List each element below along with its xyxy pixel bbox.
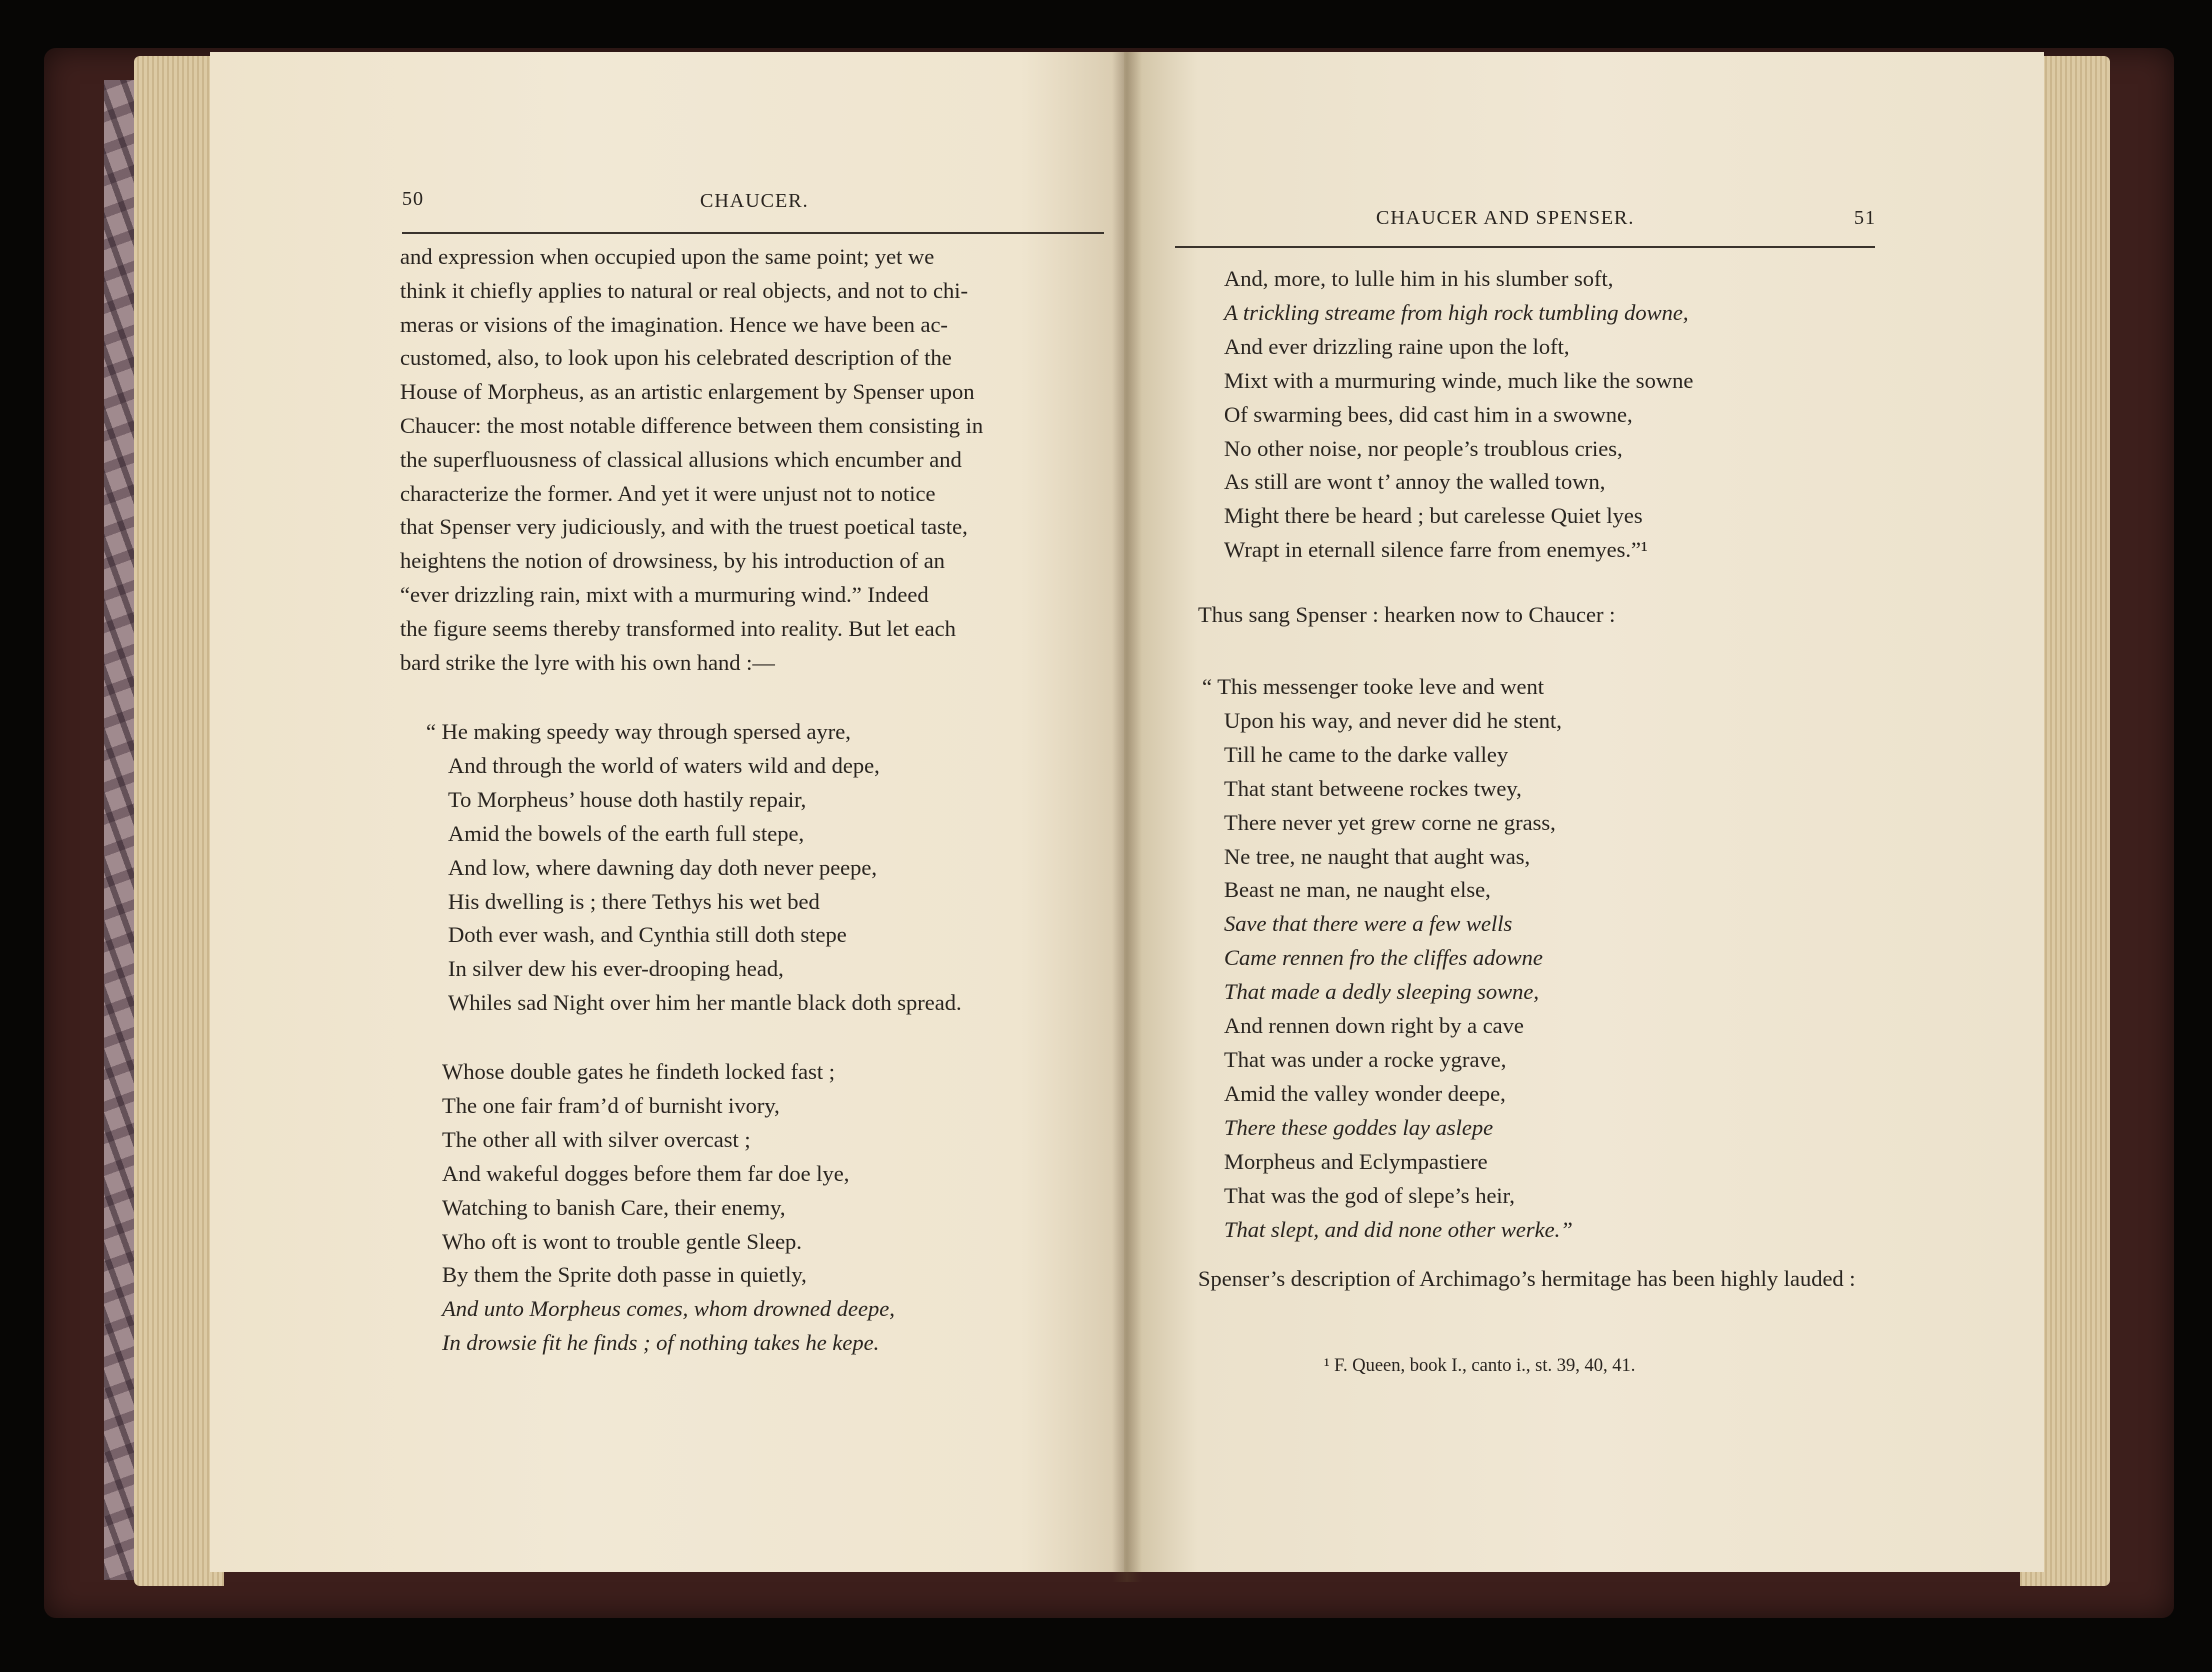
closing-paragraph: Spenser’s description of Archimago’s hermitage has been highly lauded :	[1198, 1266, 1856, 1291]
spenser-stanza-continued	[1224, 262, 1693, 567]
verse-line: And wakeful dogges before them far doe lye,	[442, 1160, 850, 1186]
right-header-rule	[1175, 246, 1875, 248]
verse-line: In silver dew his ever-drooping head,	[448, 956, 784, 982]
verse-line: And, more, to lulle him in his slumber soft,	[1224, 266, 1614, 291]
transition-line: Thus sang Spenser : hearken now to Chaucer :	[1198, 602, 1616, 627]
verse-line-italic: Came rennen fro the cliffes adowne	[1224, 945, 1543, 971]
verse-line: Amid the bowels of the earth full stepe,	[448, 820, 805, 846]
left-page-number: 50	[402, 188, 424, 210]
prose-line: meras or visions of the imagination. Hence we have been ac-	[400, 311, 948, 337]
verse-line: The other all with silver overcast ;	[442, 1126, 751, 1152]
verse-line: And through the world of waters wild and depe,	[448, 752, 880, 778]
verse-line: Whose double gates he findeth locked fast ;	[442, 1059, 836, 1084]
verse-line: And rennen down right by a cave	[1224, 1013, 1524, 1039]
prose-line: think it chiefly applies to natural or real objects, and not to chi-	[400, 277, 968, 303]
verse-line: No other noise, nor people’s troublous cries,	[1224, 435, 1623, 461]
verse-line: Watching to banish Care, their enemy,	[442, 1194, 786, 1220]
verse-line: By them the Sprite doth passe in quietly,	[442, 1262, 807, 1288]
prose-line: bard strike the lyre with his own hand :—	[400, 649, 775, 675]
right-running-head: CHAUCER AND SPENSER.	[1376, 207, 1635, 229]
verse-line: Morpheus and Eclympastiere	[1224, 1148, 1488, 1174]
verse-line: His dwelling is ; there Tethys his wet bed	[448, 888, 820, 914]
verse-line: Wrapt in eternall silence farre from enemyes.”¹	[1224, 537, 1648, 563]
book-gutter	[1112, 52, 1142, 1582]
chaucer-verse	[1202, 670, 1573, 1246]
prose-line: the figure seems thereby transformed into reality. But let each	[400, 615, 956, 641]
verse-line: “ He making speedy way through spersed ayre,	[426, 719, 851, 744]
prose-line: “ever drizzling rain, mixt with a murmuring wind.” Indeed	[400, 581, 929, 607]
verse-line: There never yet grew corne ne grass,	[1224, 809, 1556, 835]
spenser-stanza-1	[426, 715, 962, 1020]
verse-line: The one fair fram’d of burnisht ivory,	[442, 1092, 780, 1118]
verse-line-italic: Save that there were a few wells	[1224, 911, 1513, 937]
verse-line: And low, where dawning day doth never peepe,	[448, 854, 878, 880]
verse-line: Till he came to the darke valley	[1224, 741, 1509, 767]
verse-line: Amid the valley wonder deepe,	[1224, 1080, 1506, 1106]
verse-line: Mixt with a murmuring winde, much like the sowne	[1224, 367, 1694, 393]
verse-line: That was the god of slepe’s heir,	[1224, 1182, 1515, 1208]
verse-line: Of swarming bees, did cast him in a swowne,	[1224, 401, 1633, 427]
left-header-rule	[402, 232, 1104, 234]
verse-line: Upon his way, and never did he stent,	[1224, 707, 1562, 733]
verse-line-italic: There these goddes lay aslepe	[1224, 1114, 1494, 1140]
left-prose-paragraph	[400, 240, 1105, 679]
verse-line-italic: A trickling streame from high rock tumbling downe,	[1224, 299, 1689, 325]
prose-line: that Spenser very judiciously, and with the truest poetical taste,	[400, 514, 968, 540]
prose-line: heightens the notion of drowsiness, by his introduction of an	[400, 548, 945, 574]
verse-line: Whiles sad Night over him her mantle black doth spread.	[448, 990, 962, 1016]
verse-line: “ This messenger tooke leve and went	[1202, 674, 1544, 699]
verse-line: As still are wont t’ annoy the walled town,	[1224, 469, 1606, 495]
prose-line: characterize the former. And yet it were unjust not to notice	[400, 480, 936, 506]
right-page-number: 51	[1854, 207, 1876, 229]
verse-line: Beast ne man, ne naught else,	[1224, 877, 1491, 903]
verse-line: That was under a rocke ygrave,	[1224, 1046, 1507, 1072]
verse-line: Might there be heard ; but carelesse Quiet lyes	[1224, 503, 1643, 529]
verse-line-italic: That slept, and did none other werke.”	[1224, 1216, 1573, 1242]
verse-line: Who oft is wont to trouble gentle Sleep.	[442, 1228, 802, 1254]
prose-line: Chaucer: the most notable difference between them consisting in	[400, 412, 984, 438]
prose-line: the superfluousness of classical allusions which encumber and	[400, 446, 962, 472]
verse-line-italic: In drowsie fit he finds ; of nothing takes he kepe.	[442, 1330, 880, 1356]
verse-line: That stant betweene rockes twey,	[1224, 775, 1522, 801]
prose-line: customed, also, to look upon his celebrated description of the	[400, 345, 952, 371]
verse-line: And ever drizzling raine upon the loft,	[1224, 333, 1570, 359]
verse-line-italic: That made a dedly sleeping sowne,	[1224, 979, 1539, 1005]
verse-line: Doth ever wash, and Cynthia still doth stepe	[448, 922, 847, 948]
verse-line: To Morpheus’ house doth hastily repair,	[448, 786, 807, 812]
verse-line-italic: And unto Morpheus comes, whom drowned deepe,	[442, 1296, 895, 1322]
spenser-stanza-2	[442, 1055, 895, 1360]
prose-line: House of Morpheus, as an artistic enlargement by Spenser upon	[400, 379, 975, 405]
footnote: ¹ F. Queen, book I., canto i., st. 39, 40, 41.	[1324, 1356, 1636, 1376]
prose-line: and expression when occupied upon the same point; yet we	[400, 244, 935, 269]
left-running-head: CHAUCER.	[700, 190, 809, 212]
verse-line: Ne tree, ne naught that aught was,	[1224, 843, 1531, 869]
